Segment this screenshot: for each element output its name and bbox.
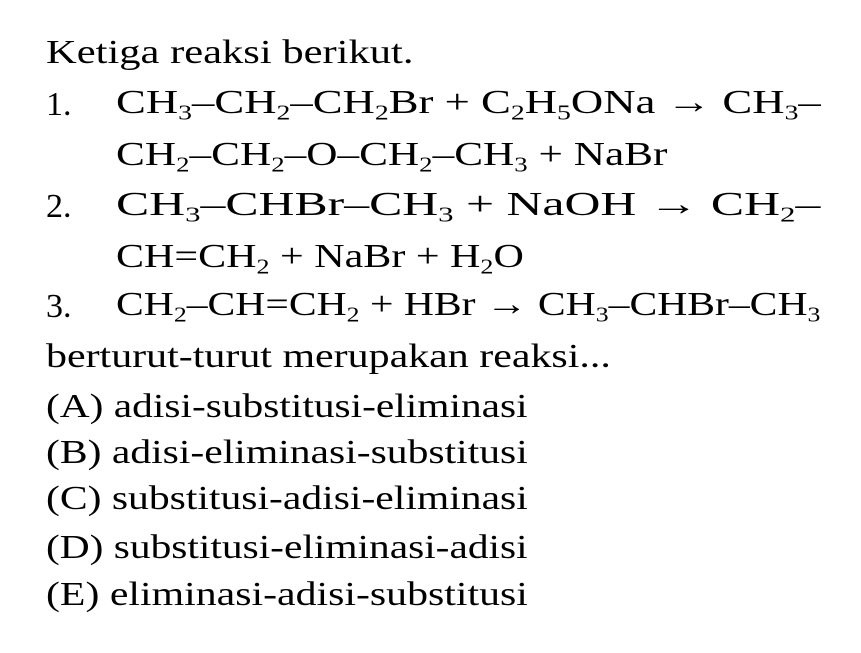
- question-prompt: berturut-turut merupakan reaksi...: [46, 338, 611, 375]
- option-e-text: eliminasi-adisi-substitusi: [109, 576, 528, 613]
- reaction-3-line-1: $CH_2-CH=CH_2$ + HBr → $CH_3-CHBr-CH_3$: [116, 286, 821, 327]
- reaction-2-number: 2.: [46, 188, 72, 225]
- option-a-text: adisi-substitusi-eliminasi: [113, 388, 528, 425]
- option-c-label: (C): [46, 480, 102, 517]
- reaction-1-line-1: $CH_3-CH_2-CH_2Br + C_2H_5ONa \to CH_3-$: [116, 84, 821, 125]
- option-e[interactable]: [46, 578, 528, 612]
- option-c-text: substitusi-adisi-eliminasi: [111, 480, 528, 517]
- option-c[interactable]: [46, 482, 528, 516]
- option-d-label: (D): [46, 529, 104, 566]
- option-e-label: (E): [46, 576, 100, 613]
- reaction-2-line-2: $CH=CH_2$ + NaBr + $H_2O$: [116, 238, 524, 279]
- option-b[interactable]: [46, 436, 528, 470]
- option-a-label: (A): [46, 388, 104, 425]
- question-intro: Ketiga reaksi berikut.: [46, 34, 414, 71]
- reaction-1-line-2: $CH_2-CH_2-O-CH_2-CH_3$ + NaBr: [116, 136, 668, 177]
- option-a[interactable]: [46, 390, 528, 424]
- option-d[interactable]: [46, 531, 528, 565]
- option-b-label: (B): [46, 434, 102, 471]
- option-d-text: substitusi-eliminasi-adisi: [113, 529, 528, 566]
- option-b-text: adisi-eliminasi-substitusi: [111, 434, 528, 471]
- reaction-1-number: 1.: [46, 86, 72, 123]
- reaction-2-line-1: $CH_3-CHBr-CH_3$ + NaOH → $CH_2-$: [116, 186, 821, 227]
- reaction-3-number: 3.: [46, 288, 72, 325]
